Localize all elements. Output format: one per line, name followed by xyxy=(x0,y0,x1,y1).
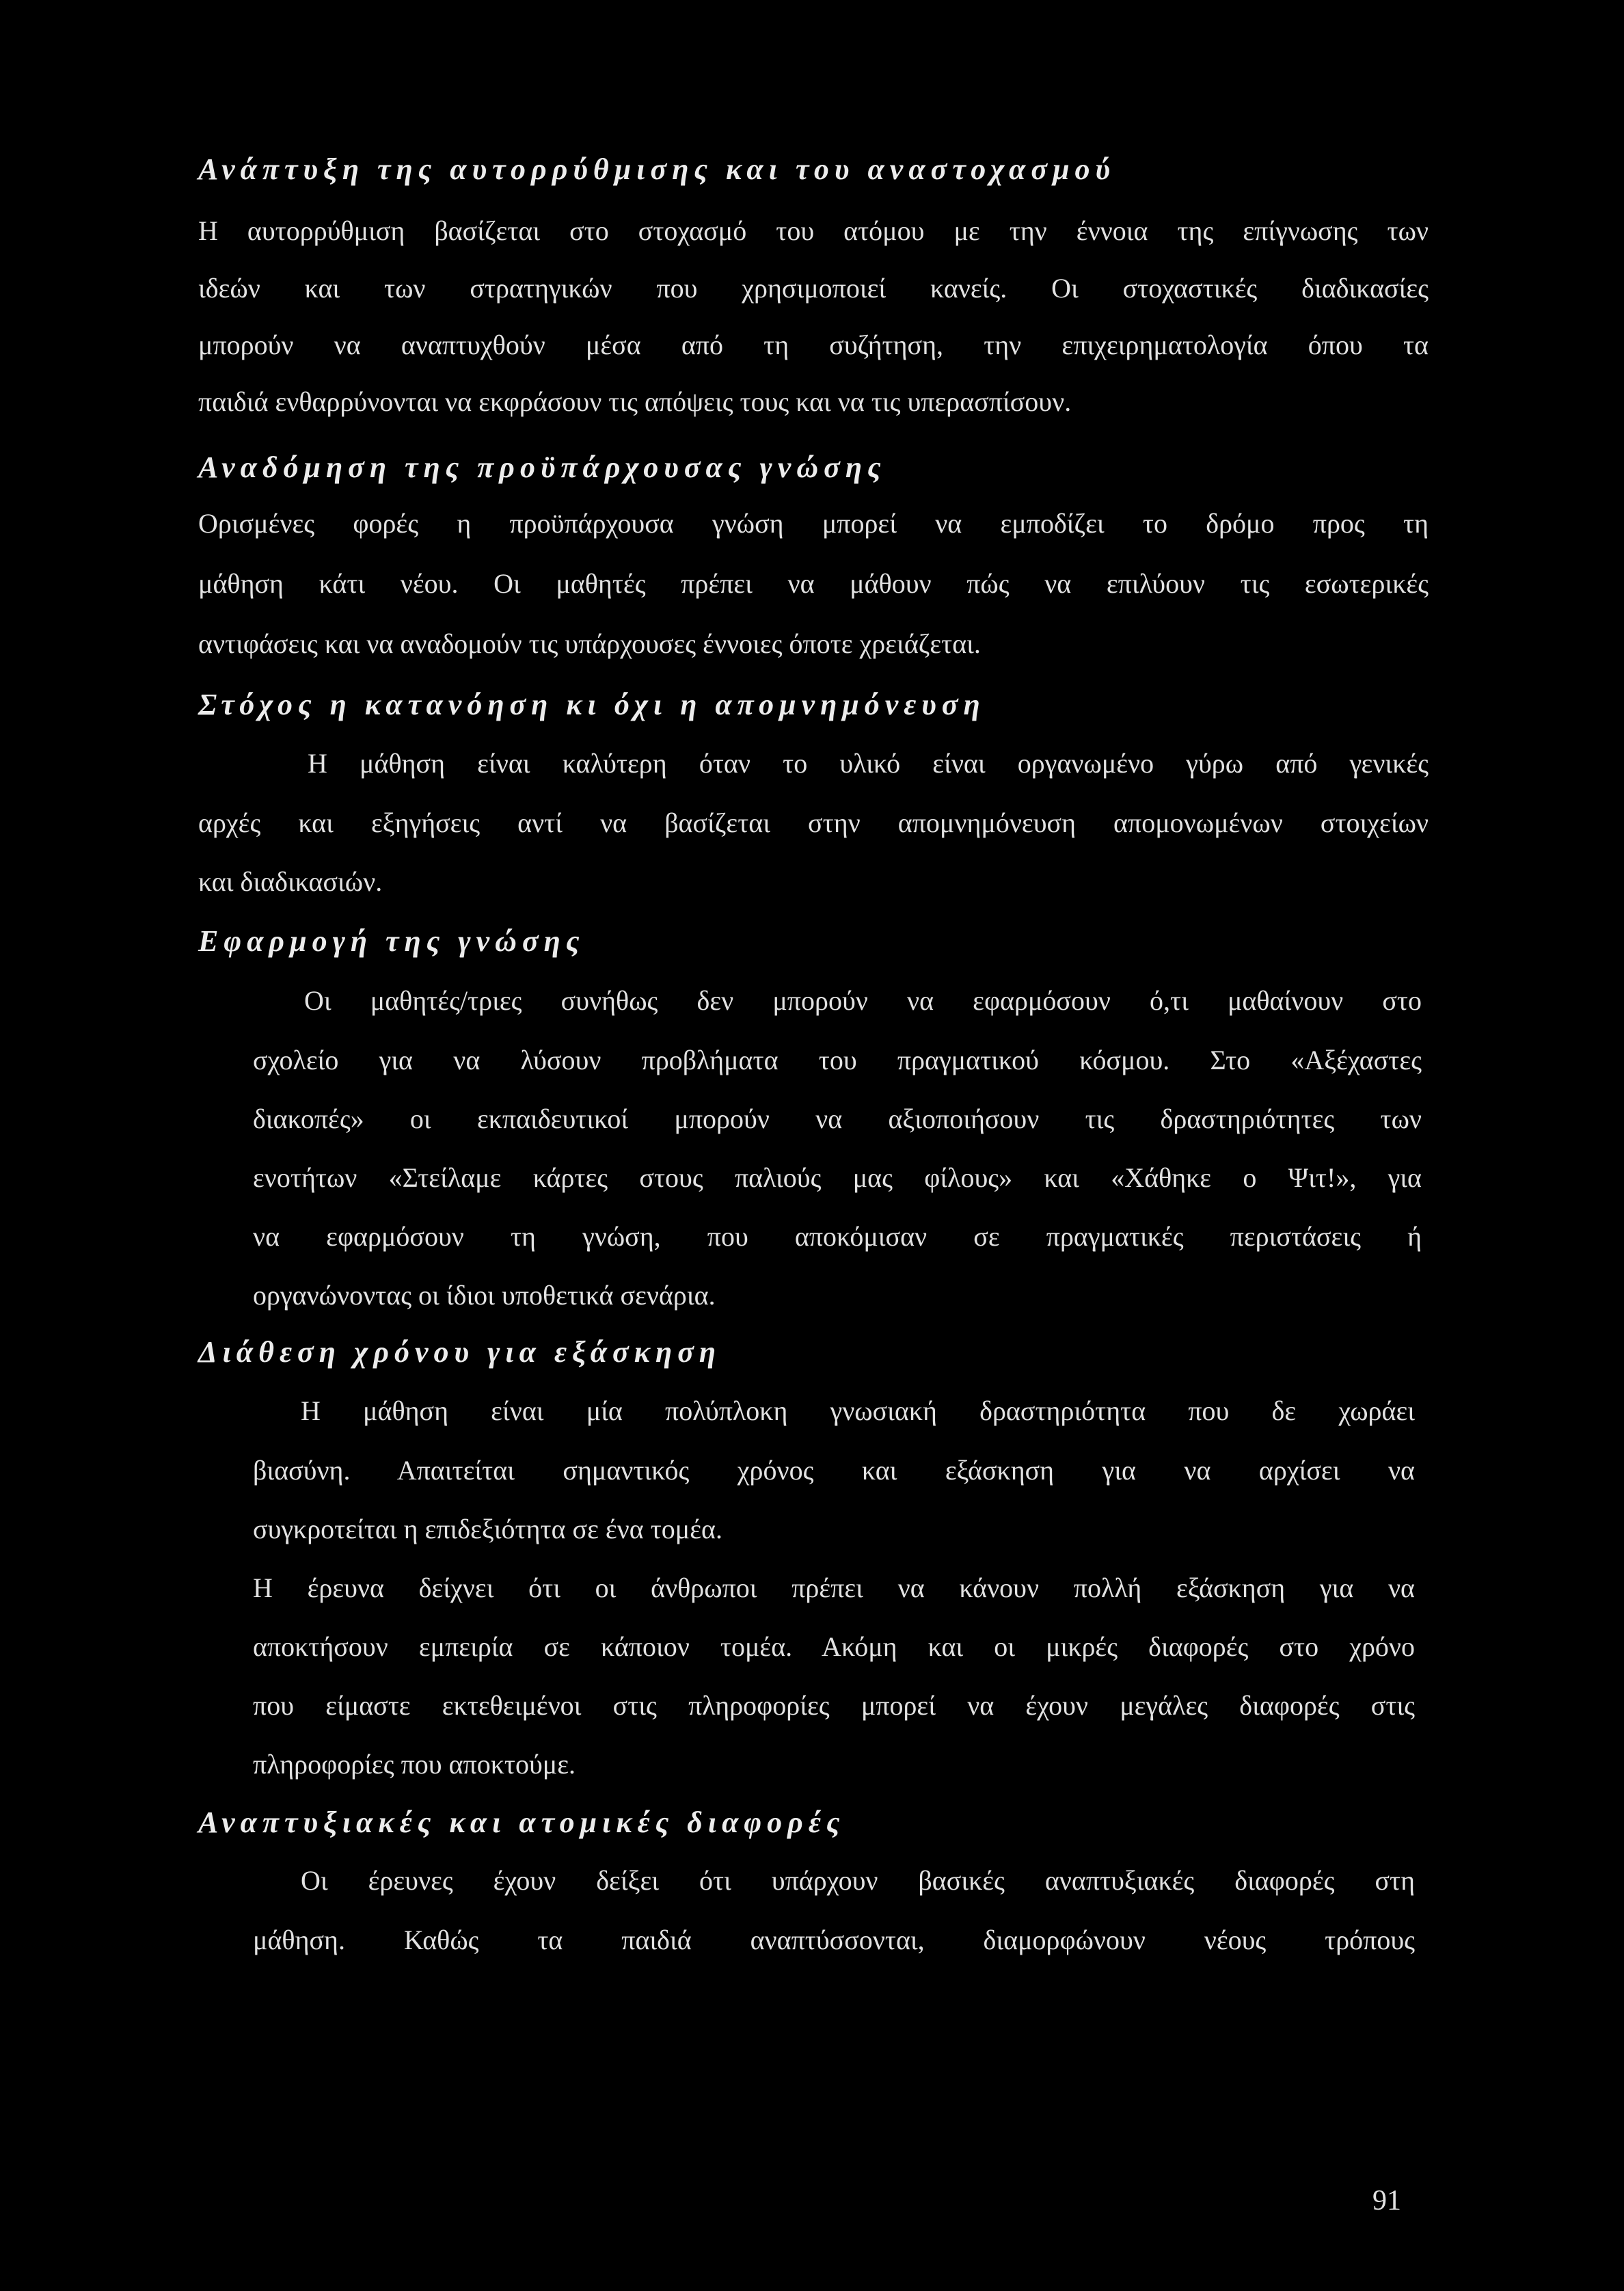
paragraph-line: Η μάθηση είναι καλύτερη όταν το υλικό είναι οργανωμένο γύρω από γενικές xyxy=(308,748,1429,779)
paragraph-line: Η έρευνα δείχνει ότι οι άνθρωποι πρέπει να κάνουν πολλή εξάσκηση για να xyxy=(253,1572,1415,1603)
section-heading: Εφαρμογή της γνώσης xyxy=(198,924,585,958)
paragraph-line: μπορούν να αναπτυχθούν μέσα από τη συζήτηση, την επιχειρηματολογία όπου τα xyxy=(198,330,1429,360)
section-heading: Διάθεση χρόνου για εξάσκηση xyxy=(198,1335,722,1369)
paragraph-line: συγκροτείται η επιδεξιότητα σε ένα τομέα. xyxy=(253,1514,722,1544)
section-heading: Αναδόμηση της προϋπάρχουσας γνώσης xyxy=(198,451,887,484)
paragraph-line: παιδιά ενθαρρύνονται να εκφράσουν τις απόψεις τους και να τις υπερασπίσουν. xyxy=(198,386,1072,417)
paragraph-line: Η μάθηση είναι μία πολύπλοκη γνωσιακή δραστηριότητα που δε χωράει xyxy=(301,1395,1415,1426)
paragraph-line: μάθηση κάτι νέου. Οι μαθητές πρέπει να μάθουν πώς να επιλύουν τις εσωτερικές xyxy=(198,568,1429,599)
section-heading: Στόχος η κατανόηση κι όχι η απομνημόνευση xyxy=(198,688,986,721)
paragraph-line: αντιφάσεις και να αναδομούν τις υπάρχουσες έννοιες όποτε χρειάζεται. xyxy=(198,628,981,659)
paragraph-line: πληροφορίες που αποκτούμε. xyxy=(253,1749,576,1780)
paragraph-line: και διαδικασιών. xyxy=(198,866,383,897)
paragraph-line: διακοπές» οι εκπαιδευτικοί μπορούν να αξιοποιήσουν τις δραστηριότητες των xyxy=(253,1103,1422,1134)
section-heading: Ανάπτυξη της αυτορρύθμισης και του αναστοχασμού xyxy=(198,152,1116,186)
paragraph-line: ενοτήτων «Στείλαμε κάρτες στους παλιούς μας φίλους» και «Χάθηκε ο Ψιτ!», για xyxy=(253,1162,1422,1193)
paragraph-line: αρχές και εξηγήσεις αντί να βασίζεται στην απομνημόνευση απομονωμένων στοιχείων xyxy=(198,807,1429,838)
paragraph-line: Η αυτορρύθμιση βασίζεται στο στοχασμό του ατόμου με την έννοια της επίγνωσης των xyxy=(198,215,1429,246)
paragraph-line: οργανώνοντας οι ίδιοι υποθετικά σενάρια. xyxy=(253,1280,716,1311)
paragraph-line: Οι έρευνες έχουν δείξει ότι υπάρχουν βασικές αναπτυξιακές διαφορές στη xyxy=(301,1865,1415,1896)
paragraph-line: αποκτήσουν εμπειρία σε κάποιον τομέα. Ακόμη και οι μικρές διαφορές στο χρόνο xyxy=(253,1631,1415,1662)
page-number: 91 xyxy=(1372,2185,1401,2216)
paragraph-line: να εφαρμόσουν τη γνώση, που αποκόμισαν σε πραγματικές περιστάσεις ή xyxy=(253,1221,1422,1252)
section-heading: Αναπτυξιακές και ατομικές διαφορές xyxy=(198,1806,845,1839)
paragraph-line: που είμαστε εκτεθειμένοι στις πληροφορίες μπορεί να έχουν μεγάλες διαφορές στις xyxy=(253,1690,1415,1721)
paragraph-line: Οι μαθητές/τριες συνήθως δεν μπορούν να εφαρμόσουν ό,τι μαθαίνουν στο xyxy=(304,985,1422,1016)
paragraph-line: μάθηση. Καθώς τα παιδιά αναπτύσσονται, διαμορφώνουν νέους τρόπους xyxy=(253,1925,1415,1955)
paragraph-line: Ορισμένες φορές η προϋπάρχουσα γνώση μπορεί να εμποδίζει το δρόμο προς τη xyxy=(198,508,1429,539)
paragraph-line: βιασύνη. Απαιτείται σημαντικός χρόνος και εξάσκηση για να αρχίσει να xyxy=(253,1455,1415,1486)
paragraph-line: σχολείο για να λύσουν προβλήματα του πραγματικού κόσμου. Στο «Αξέχαστες xyxy=(253,1045,1422,1075)
paragraph-line: ιδεών και των στρατηγικών που χρησιμοποιεί κανείς. Οι στοχαστικές διαδικασίες xyxy=(198,273,1429,304)
